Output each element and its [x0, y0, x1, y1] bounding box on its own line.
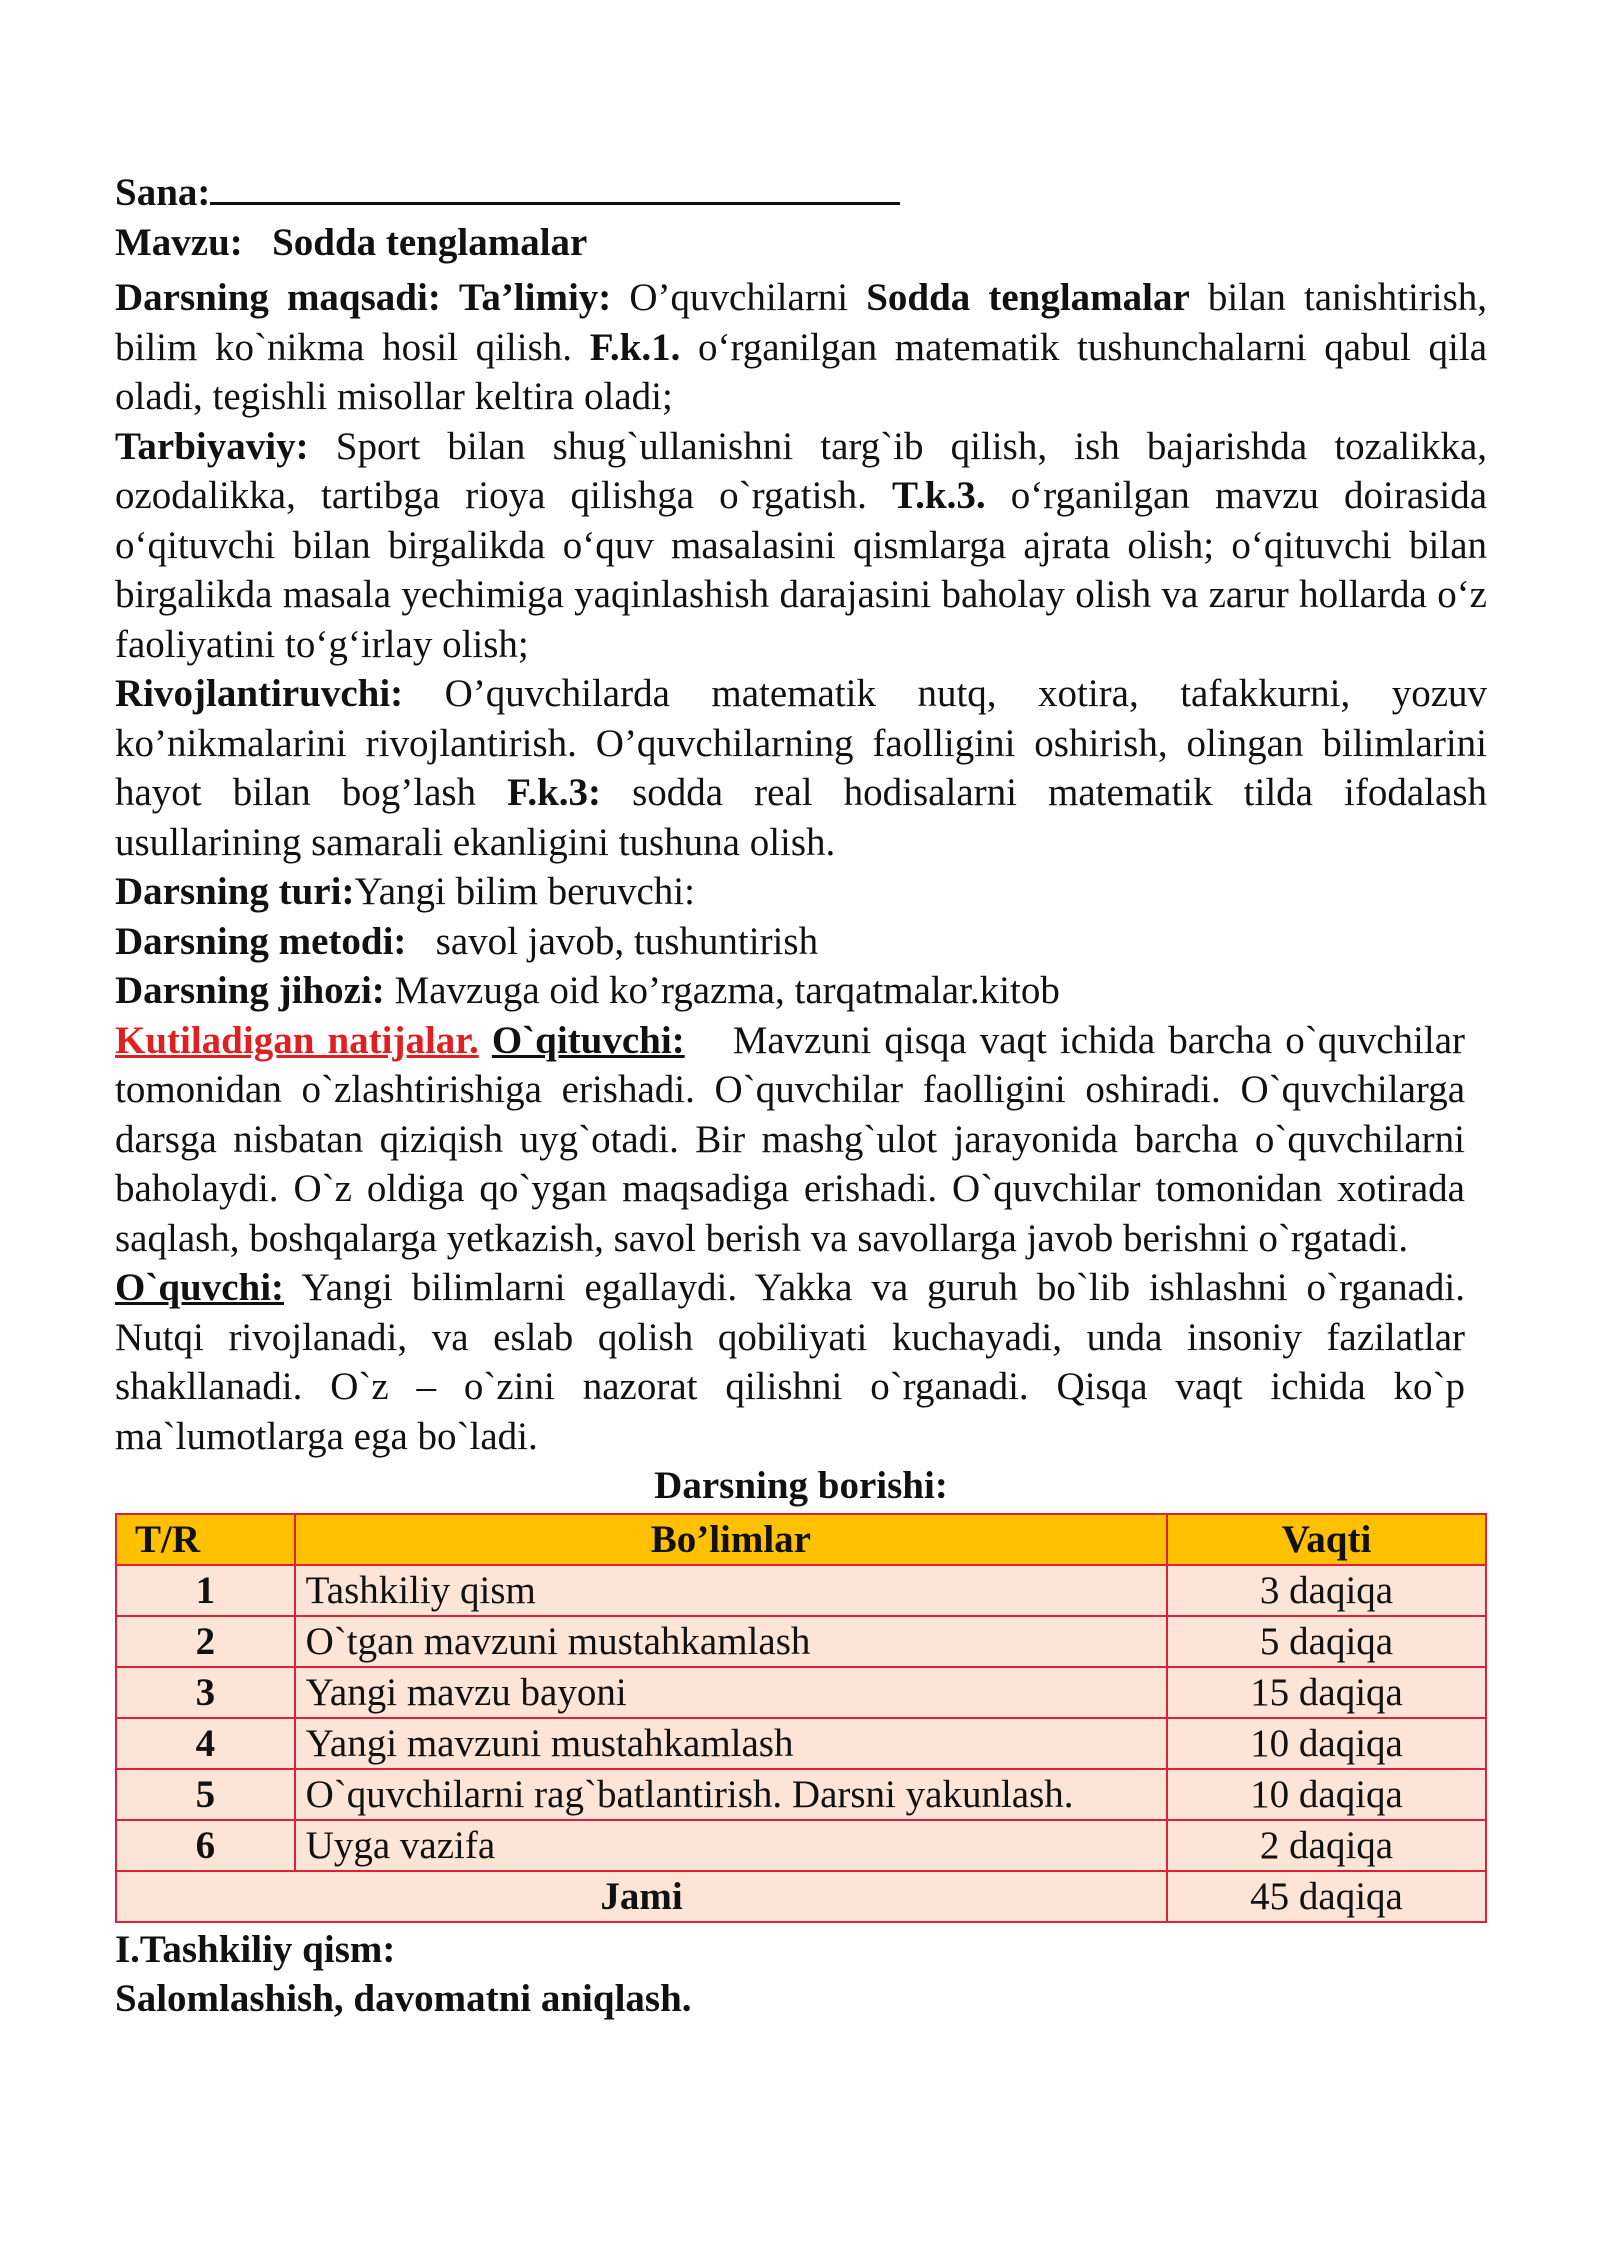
row-time: 10 daqiqa — [1167, 1718, 1486, 1769]
table-row — [116, 1565, 1486, 1616]
tarbiyaviy-paragraph — [115, 422, 1487, 670]
row-section: Yangi mavzuni mustahkamlash — [295, 1718, 1167, 1769]
row-time: 2 daqiqa — [1167, 1820, 1486, 1871]
tashkiliy-subheading — [115, 1974, 1487, 2024]
header-tr: T/R — [116, 1514, 295, 1565]
row-number: 3 — [116, 1667, 295, 1718]
total-label: Jami — [116, 1871, 1167, 1922]
table-total-row — [116, 1871, 1486, 1922]
jihozi-line — [115, 966, 1487, 1016]
header-bolimlar: Bo’limlar — [295, 1514, 1167, 1565]
turi-line — [115, 867, 1487, 917]
metodi-label: Darsning metodi: — [115, 919, 407, 963]
tashkiliy-subheading-text: Salomlashish, davomatni aniqlash. — [115, 1977, 692, 2020]
row-section: O`quvchilarni rag`batlantirish. Darsni yakunlash. — [295, 1769, 1167, 1820]
row-time: 10 daqiqa — [1167, 1769, 1486, 1820]
metodi-value: savol javob, tushuntirish — [435, 919, 819, 963]
talimiy-text-1: O’quvchilarni — [629, 276, 849, 319]
oquvchi-label: O`quvchi: — [115, 1266, 285, 1309]
sana-label: Sana: — [115, 171, 211, 214]
header-vaqti: Vaqti — [1167, 1514, 1486, 1565]
rivojlantiruvchi-text-1: O’quvchilarda matematik nutq, xotira, tafakkurni, yozuv ko’nikmalarini rivojlantirish. O’quvchilarning faolligini oshirish, olingan bilimlarini hayot bilan bog’lash — [115, 672, 1488, 814]
table-row — [116, 1667, 1486, 1718]
rivojlantiruvchi-paragraph — [115, 669, 1487, 867]
total-time: 45 daqiqa — [1167, 1871, 1486, 1922]
oquvchi-text: Yangi bilimlarni egallaydi. Yakka va guruh bo`lib ishlashni o`rganadi. Nutqi rivojlanadi, va eslab qolish qobiliyati kuchayadi, unda insoniy fazilatlar shakllanadi. O`z – o`zini nazorat qilishni o`rganadi. Qisqa vaqt ichida ko`p ma`lumotlarga ega bo`ladi. — [115, 1266, 1465, 1458]
row-section: O`tgan mavzuni mustahkamlash — [295, 1616, 1167, 1667]
row-section: Uyga vazifa — [295, 1820, 1167, 1871]
row-number: 1 — [116, 1565, 295, 1616]
tashkiliy-heading — [115, 1925, 1487, 1975]
oquvchi-paragraph — [115, 1263, 1465, 1461]
row-time: 5 daqiqa — [1167, 1616, 1486, 1667]
lesson-plan-page — [115, 168, 1487, 2024]
turi-label: Darsning turi: — [115, 870, 355, 913]
row-time: 15 daqiqa — [1167, 1667, 1486, 1718]
talimiy-label: Ta’limiy: — [458, 276, 612, 319]
turi-value: Yangi bilim beruvchi: — [354, 870, 695, 913]
tarbiyaviy-text-2: o‘rganilgan mavzu doirasida o‘qituvchi bilan birgalikda o‘quv masalasini qismlarga ajrata olish; o‘qituvchi bilan birgalikda masala yechimiga yaqinlashish darajasini baholay olish va zarur hollarda o‘z faoliyatini to‘g‘irlay olish; — [115, 474, 1487, 666]
talimiy-topic: Sodda tenglamalar — [866, 276, 1190, 319]
oqituvchi-text: Mavzuni qisqa vaqt ichida barcha o`quvchilar tomonidan o`zlashtirishiga erishadi. O`quvchilar faolligini oshiradi. O`quvchilarga darsga nisbatan qiziqish uyg`otadi. Bir mashg`ulot jarayonida barcha o`quvchilarni baholaydi. O`z oldiga qo`ygan maqsadiga erishadi. O`quvchilar tomonidan xotirada saqlash, boshqalarga yetkazish, savol berish va savollarga javob berishni o`rgatadi. — [115, 1018, 1466, 1260]
mavzu-line — [115, 218, 1487, 268]
row-number: 4 — [116, 1718, 295, 1769]
borishi-title: Darsning borishi: — [654, 1464, 948, 1507]
table-row — [116, 1616, 1486, 1667]
sana-line — [115, 168, 1487, 218]
rivojlantiruvchi-label: Rivojlantiruvchi: — [115, 672, 404, 715]
table-row — [116, 1769, 1486, 1820]
fk3-label: F.k.3: — [507, 771, 602, 814]
row-number: 6 — [116, 1820, 295, 1871]
lesson-schedule-table — [115, 1513, 1487, 1923]
row-section: Yangi mavzu bayoni — [295, 1667, 1167, 1718]
oqituvchi-paragraph — [115, 1016, 1465, 1264]
row-section: Tashkiliy qism — [295, 1565, 1167, 1616]
jihozi-value: Mavzuga oid ko’rgazma, tarqatmalar.kitob — [394, 969, 1060, 1012]
table-row — [116, 1718, 1486, 1769]
maqsad-paragraph — [115, 273, 1487, 422]
maqsad-label: Darsning maqsadi: — [115, 276, 441, 319]
table-row — [116, 1820, 1486, 1871]
metodi-line — [115, 917, 1487, 967]
mavzu-label: Mavzu: — [115, 220, 243, 264]
oqituvchi-label: O`qituvchi: — [491, 1018, 685, 1062]
fk1-label: F.k.1. — [589, 325, 681, 369]
rivojlantiruvchi-text-2: sodda real hodisalarni matematik tilda ifodalash usullarining samarali ekanligini tushuna olish. — [115, 771, 1488, 864]
tashkiliy-heading-text: I.Tashkiliy qism: — [115, 1927, 396, 1971]
row-number: 2 — [116, 1616, 295, 1667]
tk3-label: T.k.3. — [892, 474, 986, 517]
fk1-text: o‘rganilgan matematik tushunchalarni qabul qila oladi, tegishli misollar keltira oladi; — [115, 325, 1488, 418]
tarbiyaviy-text-1: Sport bilan shug`ullanishni targ`ib qilish, ish bajarishda tozalikka, ozodalikka, tartibga rioya qilishga o`rgatish. — [115, 424, 1488, 517]
tarbiyaviy-label: Tarbiyaviy: — [115, 424, 309, 468]
table-header-row — [116, 1514, 1486, 1565]
natijalar-label: Kutiladigan natijalar. — [115, 1018, 479, 1062]
row-number: 5 — [116, 1769, 295, 1820]
talimiy-text-2: bilan tanishtirish, bilim ko`nikma hosil qilish. — [115, 276, 1488, 369]
mavzu-value: Sodda tenglamalar — [272, 220, 588, 264]
jihozi-label: Darsning jihozi: — [115, 969, 385, 1012]
row-time: 3 daqiqa — [1167, 1565, 1486, 1616]
sana-blank-field[interactable] — [210, 168, 900, 205]
